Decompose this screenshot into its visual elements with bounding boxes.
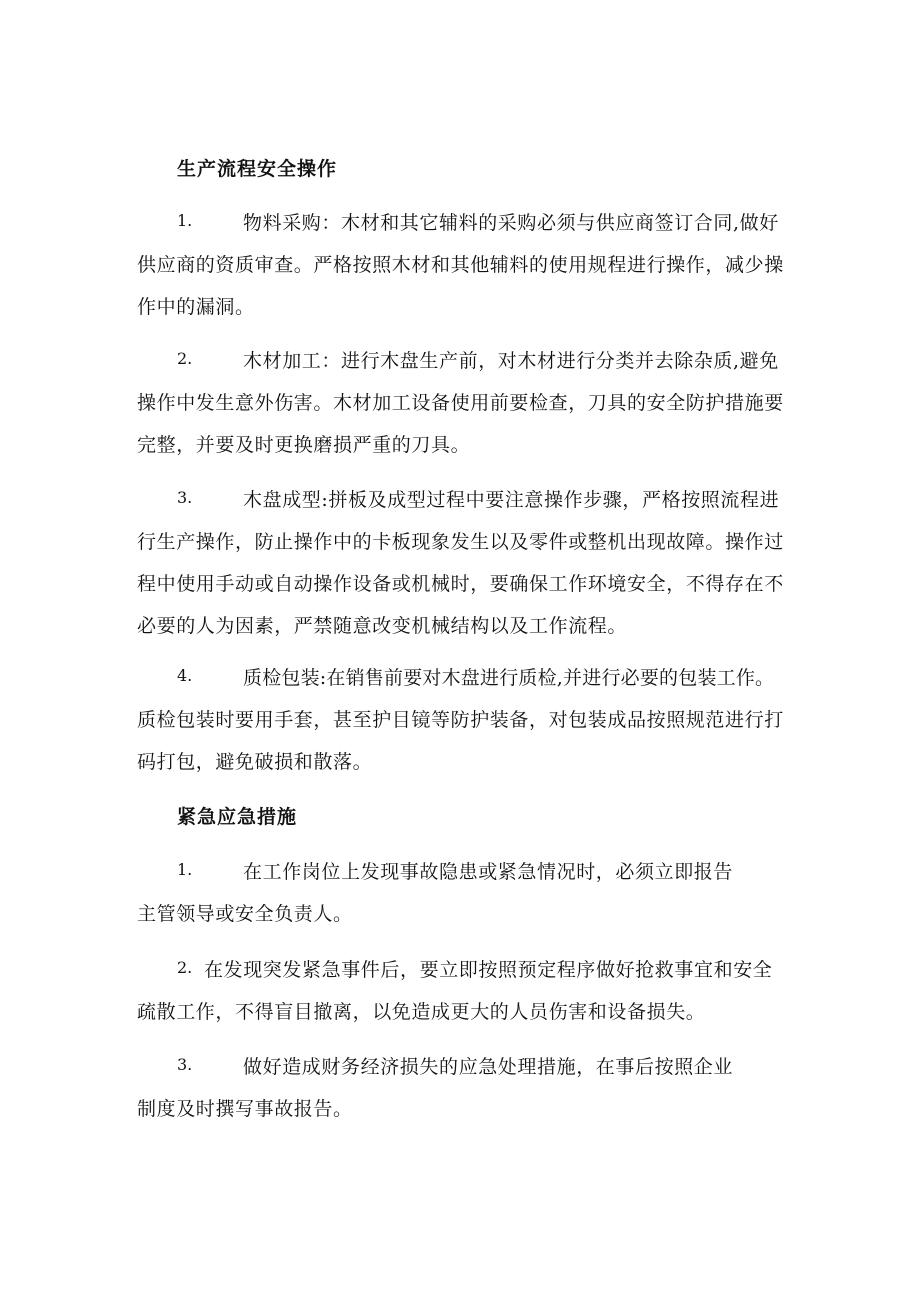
item-text-line: 质检包装时要用手套，甚至护目镜等防护装备，对包装成品按照规范进行打 (137, 709, 784, 731)
item-text-line: 程中使用手动或自动操作设备或机械时，要确保工作环境安全，不得存在不 (137, 573, 784, 595)
item-text-line: 在发现突发紧急事件后，要立即按照预定程序做好抢救事宜和安全 (204, 959, 773, 981)
item-text-line: 疏散工作，不得盲目撤离，以免造成更大的人员伤害和设备损失。 (137, 1001, 706, 1023)
item-text-line: 质检包装:在销售前要对木盘进行质检,并进行必要的包装工作。 (243, 667, 775, 689)
item-text-line: 制度及时撰写事故报告。 (137, 1098, 353, 1120)
section-title-production-safety: 生产流程安全操作 (177, 158, 338, 180)
item-text-line: 码打包，避免破损和散落。 (137, 751, 373, 773)
item-text-line: 必要的人为因素，严禁随意改变机械结构以及工作流程。 (137, 615, 628, 637)
item-text-line: 作中的漏洞。 (137, 296, 255, 318)
item-text-line: 完整，并要及时更换磨损严重的刀具。 (137, 434, 471, 456)
section-title-emergency-measures: 紧急应急措施 (177, 806, 298, 828)
item-text-line: 供应商的资质审查。严格按照木材和其他辅料的使用规程进行操作，减少操 (137, 254, 784, 276)
item-number: 2. (177, 958, 193, 977)
item-text-line: 木材加工：进行木盘生产前，对木材进行分类并去除杂质,避免 (243, 350, 779, 372)
item-text-line: 行生产操作，防止操作中的卡板现象发生以及零件或整机出现故障。操作过 (137, 531, 784, 553)
item-number: 1. (177, 860, 193, 879)
item-text-line: 在工作岗位上发现事故隐患或紧急情况时，必须立即报告 (243, 861, 734, 883)
item-text-line: 主管领导或安全负责人。 (137, 903, 353, 925)
item-text-line: 做好造成财务经济损失的应急处理措施，在事后按照企业 (243, 1056, 734, 1078)
item-text-line: 操作中发生意外伤害。木材加工设备使用前要检查，刀具的安全防护措施要 (137, 392, 784, 414)
item-number: 4. (177, 666, 193, 685)
item-number: 2. (177, 349, 193, 368)
item-text-line: 木盘成型:拼板及成型过程中要注意操作步骤，严格按照流程进 (243, 489, 780, 511)
item-text-line: 物料采购：木材和其它辅料的采购必须与供应商签订合同,做好 (243, 212, 779, 234)
item-number: 3. (177, 488, 193, 507)
item-number: 3. (177, 1055, 193, 1074)
item-number: 1. (177, 211, 193, 230)
